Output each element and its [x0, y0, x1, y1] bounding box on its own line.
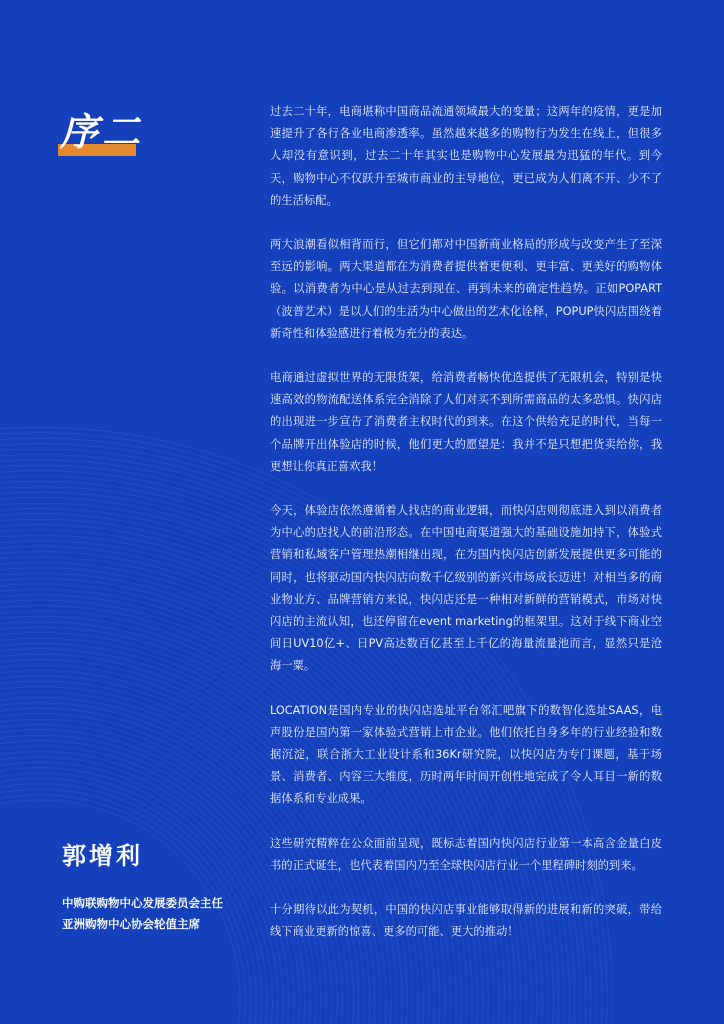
author-name: 郭增利 [62, 842, 143, 870]
section-title [58, 108, 168, 164]
paragraph: 这些研究精粹在公众面前呈现，既标志着国内快闪店行业第一本高含金量白皮书的正式诞生，也代表着国内乃至全球快闪店行业一个里程碑时刻的到来。 [270, 836, 662, 872]
title-text: 序二 [60, 110, 145, 154]
paragraph: LOCATION是国内专业的快闪店选址平台邻汇吧旗下的数智化选址SAAS，电声股份是国内第一家体验式营销上市企业。他们依托自身多年的行业经验和数据沉淀，联合浙大工业设计系和36Kr研究院，以快闪店为专门课题，基于场景、消费者、内容三大维度，历时两年时间开创性地完成了令人耳目一新的数据体系和专业成果。 [270, 703, 662, 806]
author-block [62, 839, 252, 935]
paragraph: 十分期待以此为契机，中国的快闪店事业能够取得新的进展和新的突破，带给线下商业更新的惊喜、更多的可能、更大的推动！ [270, 903, 662, 939]
preface-body [270, 101, 662, 966]
author-role: 亚洲购物中心协会轮值主席 [62, 917, 200, 931]
paragraph: 今天，体验店依然遵循着人找店的商业逻辑，而快闪店则彻底进入到以消费者为中心的店找人的前沿形态。在中国电商渠道强大的基础设施加持下，体验式营销和私域客户管理热潮相继出现，在为国内快闪店创新发展提供更多可能的同时，也将驱动国内快闪店向数千亿级别的新兴市场成长迈进！对相当多的商业物业方、品牌营销方来说，快闪店还是一种相对新鲜的营销模式，市场对快闪店的主流认知，也还停留在event marketing的框架里。这对于线下商业空间日UV10亿+、日PV高达数百亿甚至上千亿的海量流量池而言，显然只是沧海一粟。 [270, 504, 662, 673]
author-role: 中购联购物中心发展委员会主任 [62, 896, 223, 910]
paragraph: 两大浪潮看似相背而行，但它们都对中国新商业格局的形成与改变产生了至深至远的影响。两大渠道都在为消费者提供着更便利、更丰富、更美好的购物体验。以消费者为中心是从过去到现在、再到未来的确定性趋势。正如POPART（波普艺术）是以人们的生活为中心做出的艺术化诠释，POPUP快闪店围绕着新奇性和体验感进行着极为充分的表达。 [270, 238, 662, 340]
paragraph: 电商通过虚拟世界的无限货架，给消费者畅快优选提供了无限机会，特别是快速高效的物流配送体系完全消除了人们对买不到所需商品的太多恐惧。快闪店的出现进一步宣告了消费者主权时代的到来。在这个供给充足的时代，当每一个品牌开出体验店的时候，他们更大的愿望是：我并不是只想把货卖给你，我更想让你真正喜欢我！ [270, 371, 662, 473]
paragraph: 过去二十年，电商堪称中国商品流通领域最大的变量；这两年的疫情，更是加速提升了各行各业电商渗透率。虽然越来越多的购物行为发生在线上，但很多人却没有意识到，过去二十年其实也是购物中心发展最为迅猛的年代。到今天，购物中心不仅跃升至城市商业的主导地位，更已成为人们离不开、少不了的生活标配。 [270, 105, 662, 207]
